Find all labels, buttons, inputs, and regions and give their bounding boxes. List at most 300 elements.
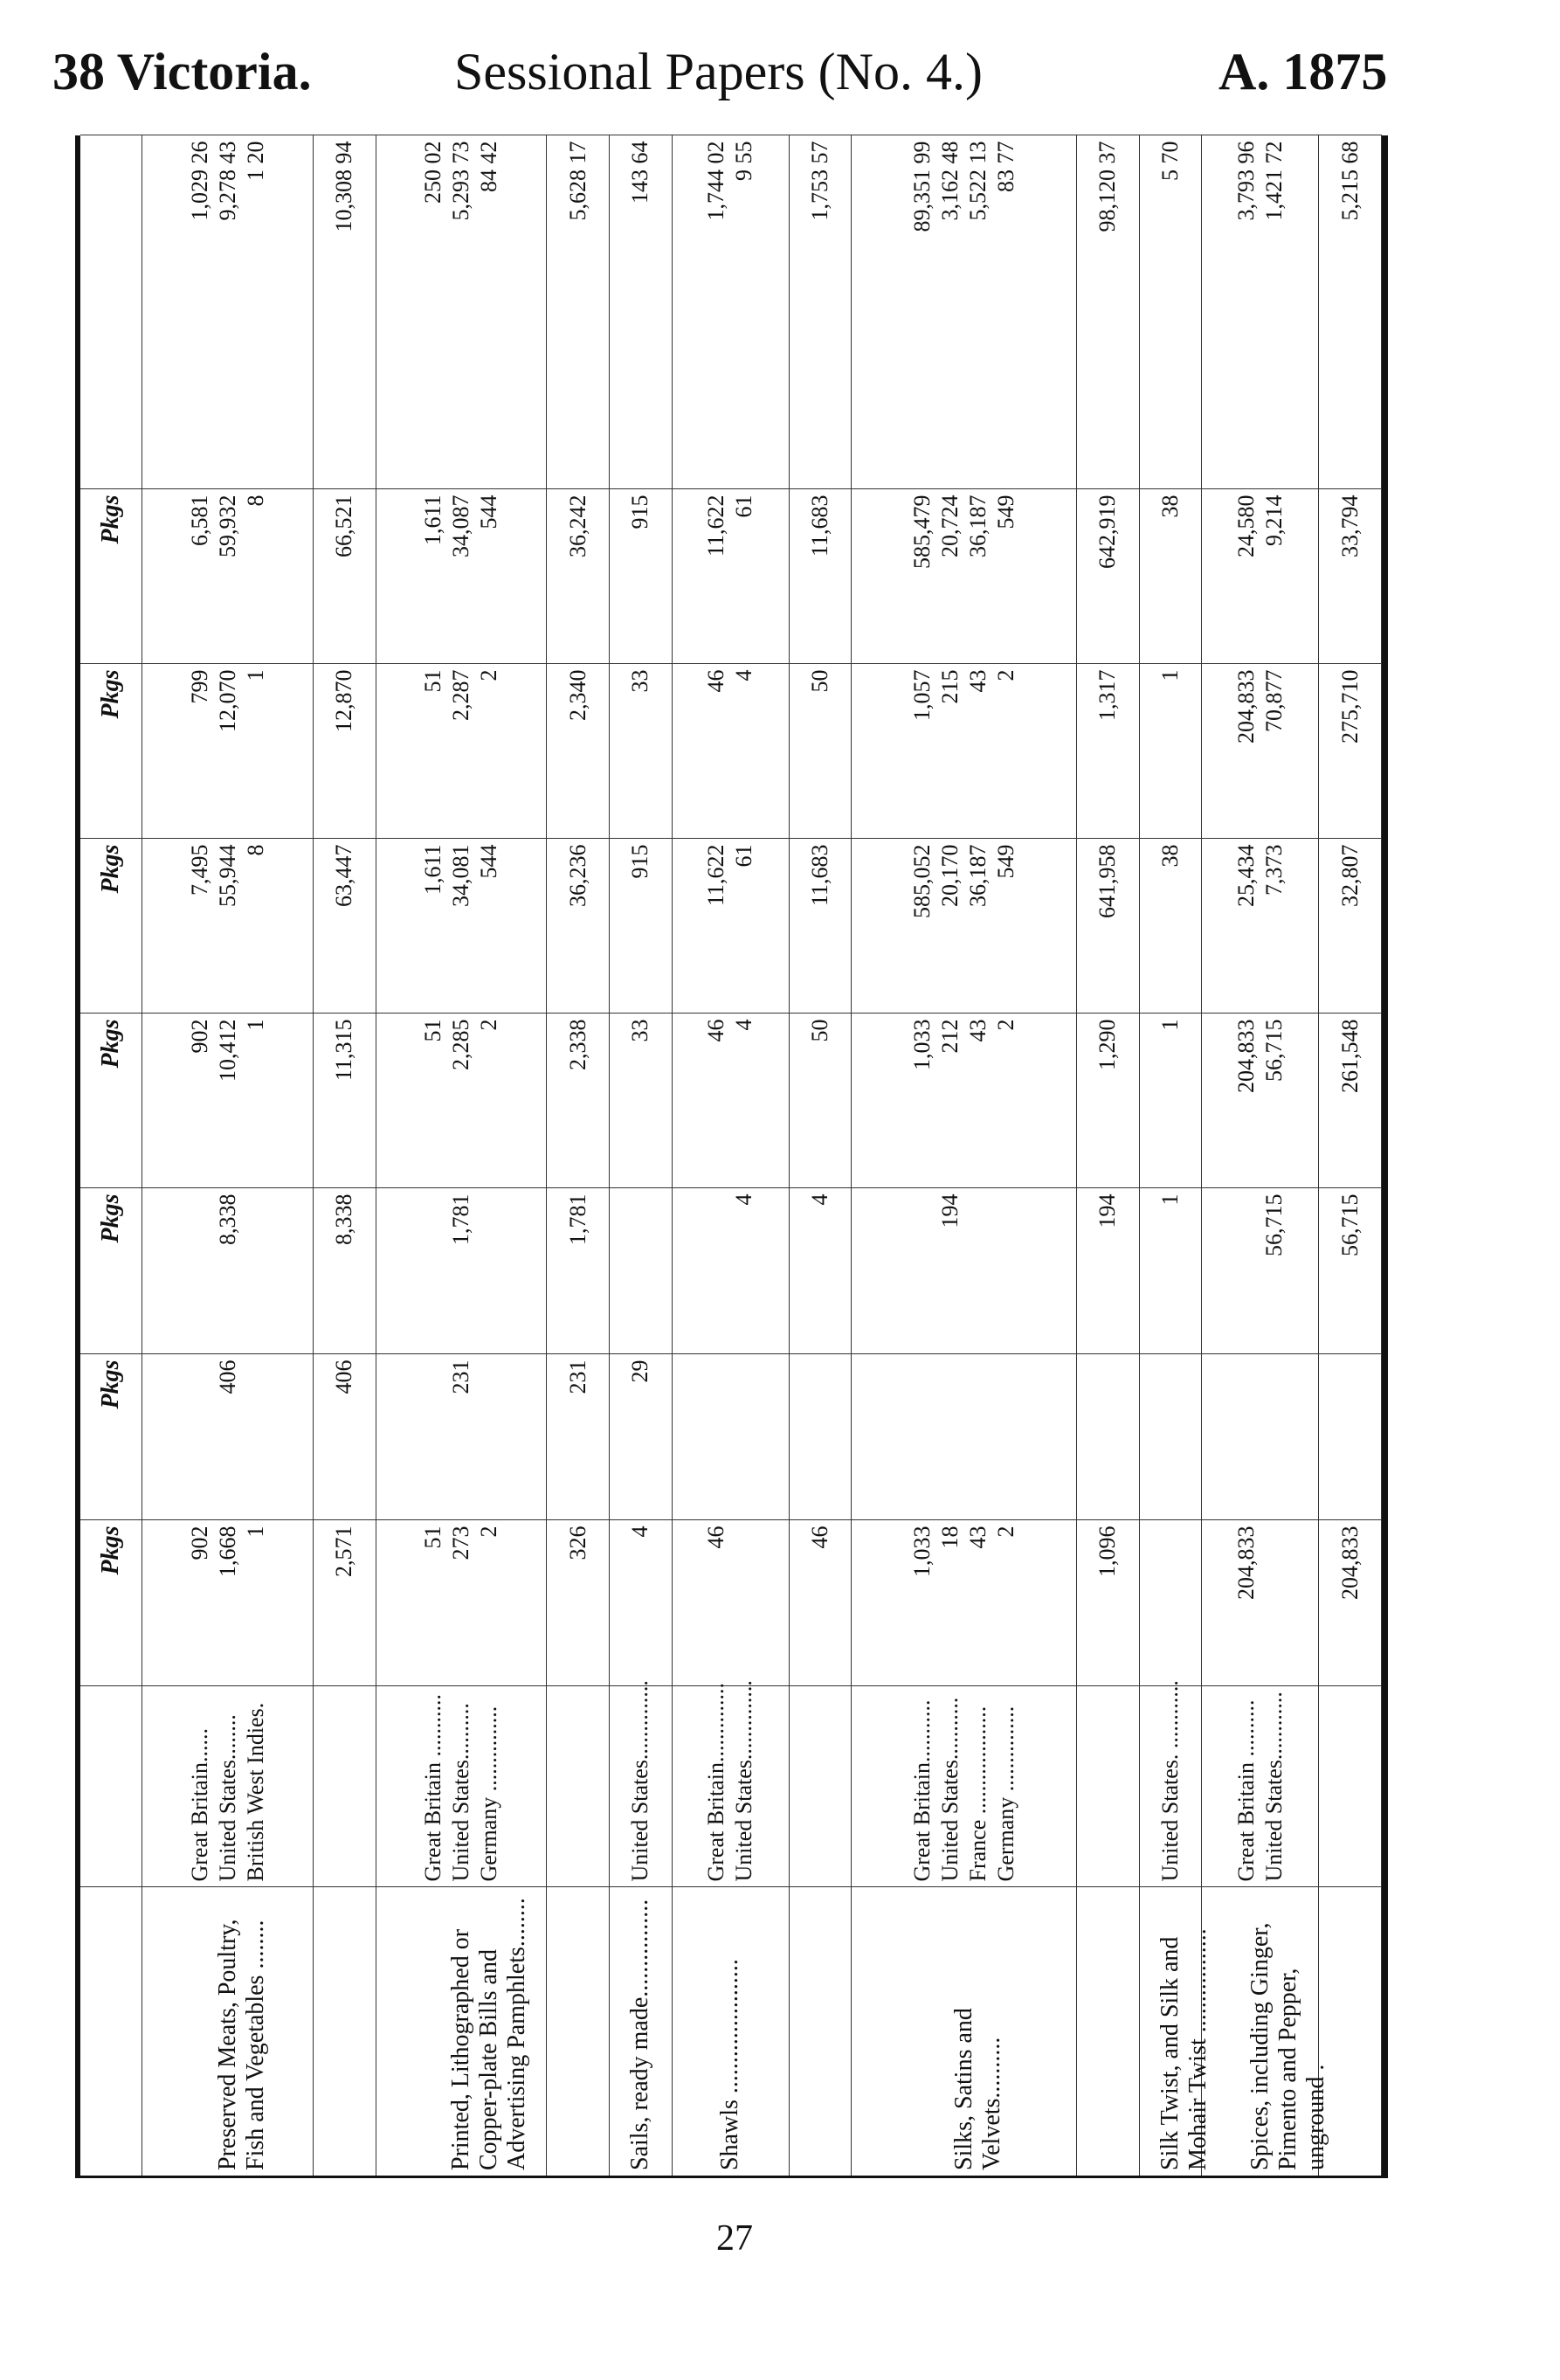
value-cell-c2-line bbox=[702, 1360, 730, 1515]
value-cell-c4 bbox=[672, 1014, 789, 1188]
value-cell-c3-line: 4 bbox=[731, 1193, 757, 1206]
unit-label-line: Pkgs bbox=[97, 495, 125, 544]
total-cell-line: 2,571 bbox=[331, 1526, 357, 1577]
value-cell-c1-line bbox=[730, 1526, 758, 1681]
value-cell-c1-line: 51 bbox=[420, 1526, 446, 1549]
value-cell-c7-line: 585,479 bbox=[908, 495, 935, 569]
country-list bbox=[672, 1680, 789, 1887]
value-cell-c1-line: 2 bbox=[992, 1526, 1018, 1538]
total-cell-line: 194 bbox=[1094, 1193, 1121, 1228]
value-cell-c2-line bbox=[475, 1360, 503, 1515]
country-list-line: United States.............. bbox=[731, 1680, 757, 1882]
total-cell bbox=[789, 1014, 852, 1188]
value-cell-c3-line bbox=[1232, 1194, 1260, 1349]
value-cell-c7 bbox=[1139, 489, 1202, 664]
item-description-line: Shawls ...................... bbox=[716, 1959, 744, 2170]
value-cell-c4-line: 204,833 bbox=[1232, 1019, 1259, 1093]
total-cell bbox=[789, 1520, 852, 1686]
value-cell-c7-line: 20,724 bbox=[936, 495, 963, 557]
total-cell bbox=[1077, 839, 1140, 1014]
total-cell-line: 10,308 94 bbox=[331, 141, 357, 232]
total-cell-line: 11,683 bbox=[806, 844, 832, 907]
value-cell-c8 bbox=[1202, 135, 1319, 489]
total-cell bbox=[1319, 839, 1382, 1014]
total-cell bbox=[1077, 1014, 1140, 1188]
country-list-line: Great Britain ........... bbox=[420, 1694, 446, 1882]
value-cell-c6-line: 2 bbox=[992, 669, 1018, 681]
total-row bbox=[547, 135, 610, 2176]
value-cell-c5-line: 36,187 bbox=[964, 844, 991, 907]
total-blank-line bbox=[1336, 1893, 1364, 2171]
country-list-line: British West Indies. bbox=[242, 1702, 268, 1882]
value-cell-c4-line: 902 bbox=[186, 1019, 212, 1054]
value-cell-c7-line: 8 bbox=[242, 495, 268, 507]
value-cell-c6-line: 2,287 bbox=[448, 669, 474, 721]
total-cell bbox=[547, 1188, 610, 1354]
value-cell-c5-line: 8 bbox=[242, 844, 268, 856]
header-left: 38 Victoria. bbox=[52, 43, 312, 100]
value-cell-c1-line: 46 bbox=[703, 1526, 729, 1549]
value-cell-c5-line: 549 bbox=[992, 844, 1018, 879]
value-cell-c6-line: 46 bbox=[703, 669, 729, 693]
country-list-line: Great Britain........... bbox=[908, 1699, 935, 1882]
total-cell bbox=[547, 1520, 610, 1686]
total-cell bbox=[313, 664, 376, 839]
value-cell-c6 bbox=[142, 664, 314, 839]
value-cell-c1-line: 4 bbox=[627, 1526, 653, 1538]
value-cell-c4-line: 56,715 bbox=[1260, 1019, 1287, 1082]
rotated-table bbox=[80, 135, 1382, 2176]
country-list-line: Germany ............... bbox=[476, 1705, 502, 1882]
value-cell-c1 bbox=[376, 1520, 547, 1686]
total-blank bbox=[547, 1887, 610, 2176]
value-cell-c3-line: 1,781 bbox=[448, 1193, 474, 1245]
total-cell bbox=[789, 839, 852, 1014]
total-cell-line: 642,919 bbox=[1094, 495, 1121, 569]
value-cell-c5-line: 25,434 bbox=[1232, 844, 1259, 907]
total-cell-line: 63,447 bbox=[331, 844, 357, 907]
table-row bbox=[376, 135, 547, 2176]
total-row bbox=[1319, 135, 1382, 2176]
total-blank-line bbox=[1094, 1692, 1122, 1882]
total-cell-line: 46 bbox=[806, 1526, 832, 1549]
unit-label-line: Pkgs bbox=[97, 1193, 125, 1243]
unit-label bbox=[80, 664, 142, 839]
total-cell-line: 98,120 37 bbox=[1094, 141, 1121, 232]
unit-label bbox=[80, 1014, 142, 1188]
item-description bbox=[376, 1887, 547, 2176]
country-list-line: United States............ bbox=[1260, 1692, 1287, 1882]
value-cell-c5-line: 7,495 bbox=[186, 844, 212, 896]
total-cell bbox=[313, 839, 376, 1014]
header-blank-line bbox=[97, 1692, 125, 1882]
value-cell-c4-line: 1 bbox=[1157, 1019, 1184, 1031]
value-cell-c8-line: 3,162 48 bbox=[936, 141, 963, 221]
value-cell-c3-line bbox=[908, 1194, 936, 1349]
value-cell-c8 bbox=[1139, 135, 1202, 489]
value-cell-c1 bbox=[852, 1520, 1077, 1686]
value-cell-c8-line: 5,293 73 bbox=[448, 141, 474, 221]
total-cell bbox=[1319, 664, 1382, 839]
value-cell-c6-line: 799 bbox=[186, 669, 212, 704]
country-list bbox=[1202, 1686, 1319, 1887]
unit-label bbox=[80, 489, 142, 664]
total-cell-line: 36,242 bbox=[564, 495, 590, 557]
unit-label-line: Pkgs bbox=[97, 844, 125, 894]
value-cell-c7 bbox=[1202, 489, 1319, 664]
total-cell-line: 33,794 bbox=[1336, 495, 1363, 557]
total-cell bbox=[1319, 1014, 1382, 1188]
item-description bbox=[142, 1887, 314, 2176]
value-cell-c6 bbox=[672, 664, 789, 839]
total-blank-line bbox=[564, 1893, 592, 2171]
total-cell bbox=[789, 135, 852, 489]
value-cell-c2-line bbox=[242, 1360, 270, 1515]
value-cell-c8-line: 1 20 bbox=[242, 141, 268, 181]
value-cell-c5-line: 7,373 bbox=[1260, 844, 1287, 896]
total-cell-line bbox=[1094, 1360, 1122, 1515]
value-cell-c6 bbox=[1202, 664, 1319, 839]
total-cell-line: 1,096 bbox=[1094, 1526, 1121, 1577]
value-cell-c1 bbox=[610, 1520, 673, 1686]
value-cell-c5 bbox=[852, 839, 1077, 1014]
country-list-line: Germany ............... bbox=[992, 1705, 1018, 1882]
total-cell bbox=[1319, 135, 1382, 489]
total-cell-line: 2,338 bbox=[564, 1019, 590, 1070]
value-cell-c2-line bbox=[1260, 1360, 1288, 1515]
value-cell-c7-line: 38 bbox=[1157, 495, 1184, 518]
value-cell-c3-line: 8,338 bbox=[214, 1193, 240, 1245]
value-cell-c1 bbox=[1139, 1520, 1202, 1686]
value-cell-c2 bbox=[376, 1354, 547, 1520]
total-cell-line: 32,807 bbox=[1336, 844, 1363, 907]
item-description bbox=[852, 1887, 1077, 2176]
country-list-line: United States........ bbox=[214, 1714, 240, 1882]
total-cell bbox=[1319, 1188, 1382, 1354]
value-cell-c7-line: 59,932 bbox=[214, 495, 240, 557]
table-row bbox=[672, 135, 789, 2176]
total-cell-line bbox=[1336, 1360, 1364, 1515]
total-cell-line: 1,290 bbox=[1094, 1019, 1121, 1070]
total-cell-line bbox=[806, 1360, 834, 1515]
value-cell-c1-line: 18 bbox=[936, 1526, 963, 1549]
value-cell-c6-line: 1,057 bbox=[908, 669, 935, 721]
value-cell-c8 bbox=[142, 135, 314, 489]
value-cell-c8-line: 3,793 96 bbox=[1232, 141, 1259, 221]
value-cell-c3-line: 56,715 bbox=[1260, 1193, 1287, 1256]
item-description-line: Silks, Satins and Velvets.......... bbox=[949, 2008, 1005, 2170]
value-cell-c8-line: 250 02 bbox=[420, 141, 446, 204]
value-cell-c6-line: 51 bbox=[420, 669, 446, 693]
value-cell-c4 bbox=[610, 1014, 673, 1188]
total-row bbox=[1077, 135, 1140, 2176]
total-cell bbox=[313, 1354, 376, 1520]
value-cell-c7 bbox=[672, 489, 789, 664]
value-cell-c3-line bbox=[702, 1194, 730, 1349]
value-cell-c6-line: 204,833 bbox=[1232, 669, 1259, 744]
value-cell-c8-line: 83 77 bbox=[992, 141, 1018, 192]
country-list-line: United States.............. bbox=[627, 1680, 653, 1882]
value-cell-c6-line: 33 bbox=[627, 669, 653, 693]
total-row bbox=[789, 135, 852, 2176]
total-cell bbox=[313, 489, 376, 664]
unit-label-line: Pkgs bbox=[97, 669, 125, 719]
value-cell-c2-line bbox=[936, 1360, 964, 1515]
value-cell-c8-line: 5 70 bbox=[1157, 141, 1184, 181]
value-cell-c5-line: 544 bbox=[476, 844, 502, 879]
value-cell-c2 bbox=[672, 1354, 789, 1520]
value-cell-c2-line: 231 bbox=[448, 1360, 474, 1394]
country-list-line: United States........... bbox=[936, 1697, 963, 1882]
total-cell bbox=[547, 1354, 610, 1520]
total-blank-line bbox=[1094, 1893, 1122, 2171]
table-row bbox=[1202, 135, 1319, 2176]
total-cell bbox=[789, 1354, 852, 1520]
total-cell bbox=[789, 489, 852, 664]
total-cell-line: 4 bbox=[806, 1193, 832, 1206]
value-cell-c1 bbox=[1202, 1520, 1319, 1686]
value-cell-c6-line: 70,877 bbox=[1260, 669, 1287, 732]
value-cell-c4 bbox=[376, 1014, 547, 1188]
item-description bbox=[1139, 1887, 1212, 2176]
value-cell-c7 bbox=[610, 489, 673, 664]
value-cell-c7-line: 915 bbox=[627, 495, 653, 529]
unit-label bbox=[80, 1354, 142, 1520]
header-blank-line bbox=[97, 142, 125, 484]
value-cell-c2 bbox=[610, 1354, 673, 1520]
value-cell-c7 bbox=[376, 489, 547, 664]
value-cell-c4 bbox=[1139, 1014, 1202, 1188]
value-cell-c3-line: 1 bbox=[1157, 1193, 1184, 1206]
unit-label bbox=[80, 839, 142, 1014]
value-cell-c4-line: 2 bbox=[476, 1019, 502, 1031]
value-cell-c1-line: 1 bbox=[242, 1526, 268, 1538]
total-cell-line: 1,753 57 bbox=[806, 141, 832, 221]
country-list-line: Great Britain.............. bbox=[703, 1683, 729, 1882]
value-cell-c5 bbox=[142, 839, 314, 1014]
total-blank bbox=[1077, 1887, 1140, 2176]
value-cell-c7-line: 9,214 bbox=[1260, 495, 1287, 546]
value-cell-c2-line bbox=[992, 1360, 1020, 1515]
value-cell-c5-line: 915 bbox=[627, 844, 653, 879]
total-blank-line bbox=[330, 1893, 358, 2171]
total-cell-line: 12,870 bbox=[331, 669, 357, 732]
header-blank bbox=[80, 135, 142, 489]
value-cell-c1-line: 902 bbox=[186, 1526, 212, 1560]
total-blank bbox=[313, 1686, 376, 1887]
value-cell-c7-line: 6,581 bbox=[186, 495, 212, 546]
unit-label bbox=[80, 1520, 142, 1686]
value-cell-c5 bbox=[610, 839, 673, 1014]
item-description-line: Preserved Meats, Poultry, Fish and Vegetables ........ bbox=[213, 1919, 269, 2170]
country-list-line: Great Britain .......... bbox=[1232, 1699, 1259, 1882]
value-cell-c3-line bbox=[626, 1194, 654, 1349]
value-cell-c2-line bbox=[1156, 1360, 1184, 1515]
value-cell-c7 bbox=[142, 489, 314, 664]
value-cell-c6-line: 4 bbox=[731, 669, 757, 681]
total-cell-line: 326 bbox=[564, 1526, 590, 1560]
value-cell-c3 bbox=[610, 1188, 673, 1354]
value-cell-c5-line: 1,611 bbox=[420, 844, 446, 896]
value-cell-c5 bbox=[376, 839, 547, 1014]
value-cell-c7-line: 36,187 bbox=[964, 495, 991, 557]
unit-label-line: Pkgs bbox=[97, 1360, 125, 1409]
total-cell bbox=[1077, 489, 1140, 664]
value-cell-c1-line: 43 bbox=[964, 1526, 991, 1549]
value-cell-c7-line: 549 bbox=[992, 495, 1018, 529]
value-cell-c4-line: 212 bbox=[936, 1019, 963, 1054]
total-cell bbox=[547, 489, 610, 664]
value-cell-c5-line: 38 bbox=[1157, 844, 1184, 868]
value-cell-c4-line: 43 bbox=[964, 1019, 991, 1042]
value-cell-c7-line: 34,087 bbox=[448, 495, 474, 557]
value-cell-c4 bbox=[1202, 1014, 1319, 1188]
value-cell-c6-line: 2 bbox=[476, 669, 502, 681]
total-blank-line bbox=[564, 1692, 592, 1882]
value-cell-c6-line: 215 bbox=[936, 669, 963, 704]
value-cell-c4-line: 1 bbox=[242, 1019, 268, 1031]
value-cell-c2 bbox=[1139, 1354, 1202, 1520]
value-cell-c6-line: 12,070 bbox=[214, 669, 240, 732]
value-cell-c8 bbox=[610, 135, 673, 489]
item-description bbox=[610, 1887, 673, 2176]
value-cell-c6 bbox=[1139, 664, 1202, 839]
value-cell-c5-line: 585,052 bbox=[908, 844, 935, 918]
header-center: Sessional Papers (No. 4.) bbox=[454, 43, 983, 100]
value-cell-c3 bbox=[376, 1188, 547, 1354]
unit-label-line: Pkgs bbox=[97, 1526, 125, 1575]
value-cell-c3-line bbox=[992, 1194, 1020, 1349]
value-cell-c1 bbox=[142, 1520, 314, 1686]
value-cell-c8 bbox=[852, 135, 1077, 489]
value-cell-c3-line bbox=[475, 1194, 503, 1349]
item-description-line: Silk Twist, and Silk and Mohair Twist ................. bbox=[1156, 1928, 1212, 2170]
value-cell-c7-line: 1,611 bbox=[420, 495, 446, 546]
total-cell bbox=[313, 1188, 376, 1354]
total-blank bbox=[313, 1887, 376, 2176]
value-cell-c5-line: 11,622 bbox=[703, 844, 729, 907]
header-blank bbox=[80, 1887, 142, 2176]
country-list-line: France ................... bbox=[964, 1705, 991, 1882]
total-blank-line bbox=[330, 1692, 358, 1882]
total-cell-line: 641,958 bbox=[1094, 844, 1121, 918]
value-cell-c6 bbox=[376, 664, 547, 839]
value-cell-c5 bbox=[1139, 839, 1202, 1014]
value-cell-c4-line: 2 bbox=[992, 1019, 1018, 1031]
item-description-line: Printed, Lithographed or Copper-plate Bills and Advertising Pamphlets........ bbox=[447, 1898, 531, 2170]
value-cell-c4-line: 2,285 bbox=[448, 1019, 474, 1070]
value-cell-c3 bbox=[142, 1188, 314, 1354]
value-cell-c2-line bbox=[186, 1360, 214, 1515]
value-cell-c3-line bbox=[186, 1194, 214, 1349]
value-cell-c1-line: 273 bbox=[448, 1526, 474, 1560]
value-cell-c4 bbox=[142, 1014, 314, 1188]
table-row bbox=[610, 135, 673, 2176]
value-cell-c4 bbox=[852, 1014, 1077, 1188]
value-cell-c1 bbox=[672, 1520, 789, 1686]
total-cell bbox=[1077, 135, 1140, 489]
value-cell-c3 bbox=[672, 1188, 789, 1354]
trade-table bbox=[80, 135, 1382, 2176]
total-blank-line bbox=[1336, 1692, 1364, 1882]
total-cell-line: 1,317 bbox=[1094, 669, 1121, 721]
value-cell-c8-line: 89,351 99 bbox=[908, 141, 935, 232]
total-cell bbox=[1077, 1520, 1140, 1686]
value-cell-c7-line: 544 bbox=[476, 495, 502, 529]
value-cell-c3-line: 194 bbox=[936, 1193, 963, 1228]
value-cell-c4-line: 46 bbox=[703, 1019, 729, 1042]
country-list bbox=[376, 1686, 547, 1887]
total-cell-line: 8,338 bbox=[331, 1193, 357, 1245]
total-cell bbox=[789, 664, 852, 839]
value-cell-c2-line bbox=[1232, 1360, 1260, 1515]
total-blank bbox=[789, 1887, 852, 2176]
total-blank bbox=[1319, 1686, 1382, 1887]
total-cell-line: 5,215 68 bbox=[1336, 141, 1363, 221]
value-cell-c8 bbox=[376, 135, 547, 489]
total-cell bbox=[1077, 1354, 1140, 1520]
country-list bbox=[142, 1686, 314, 1887]
total-cell-line: 204,833 bbox=[1336, 1526, 1363, 1600]
unit-header-row bbox=[80, 135, 142, 2176]
item-description bbox=[1202, 1887, 1329, 2176]
total-blank-line bbox=[806, 1893, 834, 2171]
value-cell-c3-line bbox=[419, 1194, 447, 1349]
value-cell-c7 bbox=[852, 489, 1077, 664]
header-right: A. 1875 bbox=[1218, 43, 1388, 100]
total-cell-line: 56,715 bbox=[1336, 1193, 1363, 1256]
value-cell-c5 bbox=[672, 839, 789, 1014]
country-list-line: Great Britain...... bbox=[186, 1728, 212, 1882]
header-blank bbox=[80, 1686, 142, 1887]
value-cell-c4-line: 10,412 bbox=[214, 1019, 240, 1082]
total-cell-line: 1,781 bbox=[564, 1193, 590, 1245]
total-cell-line: 36,236 bbox=[564, 844, 590, 907]
value-cell-c4-line: 1,033 bbox=[908, 1019, 935, 1070]
value-cell-c2-line: 29 bbox=[627, 1360, 653, 1383]
total-cell bbox=[547, 664, 610, 839]
value-cell-c6-line: 1 bbox=[242, 669, 268, 681]
total-blank bbox=[789, 1686, 852, 1887]
country-list bbox=[1139, 1680, 1202, 1887]
total-cell-line: 2,340 bbox=[564, 669, 590, 721]
value-cell-c5 bbox=[1202, 839, 1319, 1014]
value-cell-c2 bbox=[1202, 1354, 1319, 1520]
total-cell bbox=[1319, 1520, 1382, 1686]
value-cell-c2-line bbox=[908, 1360, 936, 1515]
total-cell-line: 66,521 bbox=[331, 495, 357, 557]
value-cell-c8-line: 1,029 26 bbox=[186, 141, 212, 221]
value-cell-c6 bbox=[852, 664, 1077, 839]
value-cell-c8-line: 5,522 13 bbox=[964, 141, 991, 221]
value-cell-c5-line: 34,081 bbox=[448, 844, 474, 907]
total-cell-line: 50 bbox=[806, 669, 832, 693]
total-cell-line: 261,548 bbox=[1336, 1019, 1363, 1093]
value-cell-c8-line: 143 64 bbox=[627, 141, 653, 204]
value-cell-c1-line: 204,833 bbox=[1232, 1526, 1259, 1600]
total-cell bbox=[1077, 664, 1140, 839]
value-cell-c3-line bbox=[964, 1194, 992, 1349]
unit-label-line: Pkgs bbox=[97, 1019, 125, 1069]
total-cell bbox=[789, 1188, 852, 1354]
value-cell-c2-line: 406 bbox=[214, 1360, 240, 1394]
total-cell bbox=[313, 135, 376, 489]
item-description-line: Spices, including Ginger, Pimento and Pepper, unground . bbox=[1246, 1922, 1329, 2170]
total-cell bbox=[313, 1014, 376, 1188]
total-cell bbox=[1319, 489, 1382, 664]
item-description-line: Sails, ready made................ bbox=[626, 1899, 654, 2170]
value-cell-c4-line: 4 bbox=[731, 1019, 757, 1031]
